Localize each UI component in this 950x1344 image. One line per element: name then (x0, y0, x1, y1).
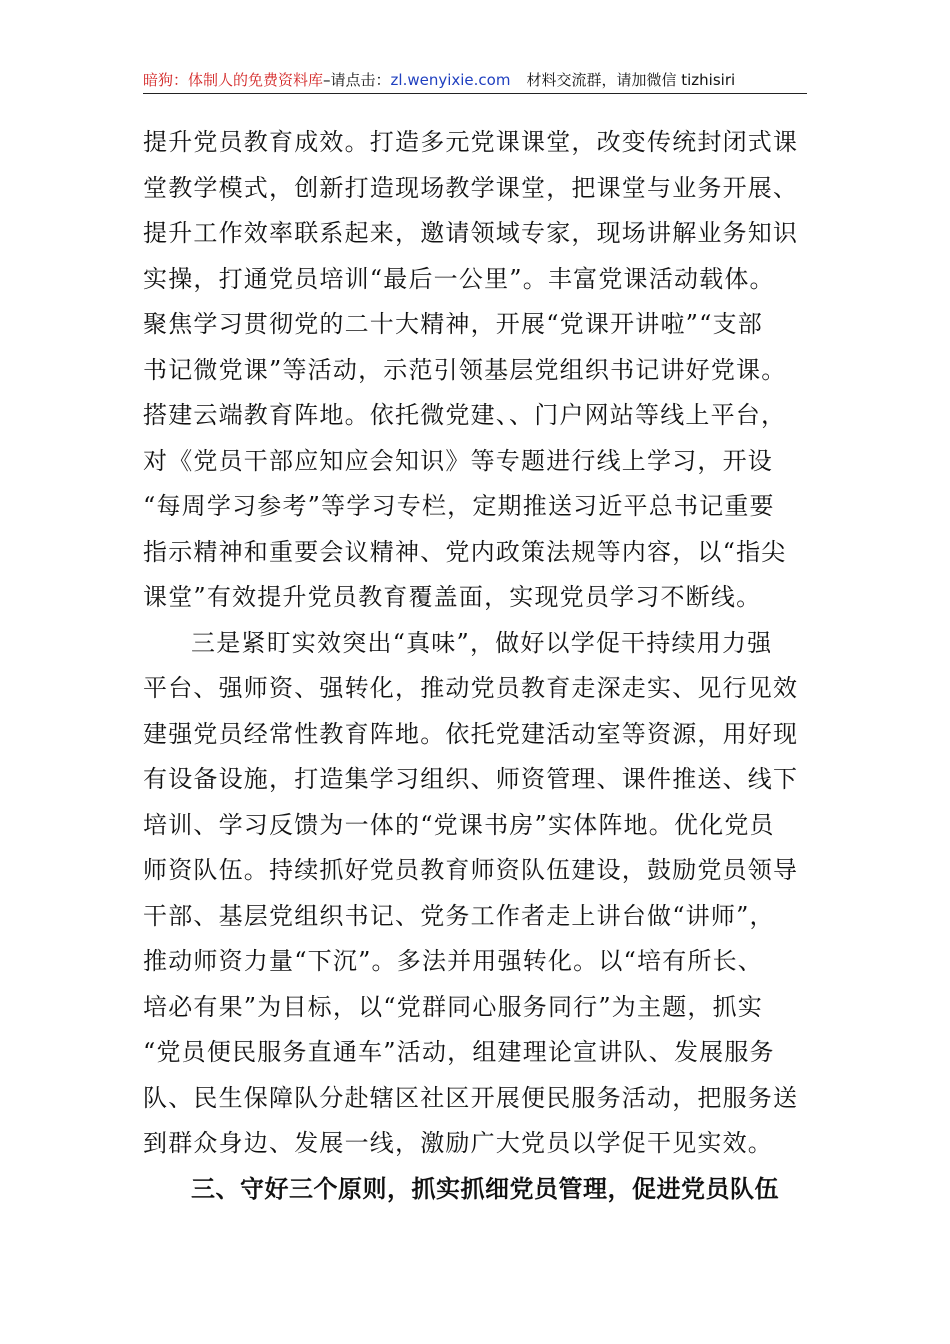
paragraph-line: 干部、基层党组织书记、党务工作者走上讲台做“讲师”， (143, 901, 775, 930)
paragraph-line: 队、民生保障队分赴辖区社区开展便民服务活动，把服务送 (143, 1083, 799, 1112)
paragraph-line: 书记微党课”等活动，示范引领基层党组织书记讲好党课。 (143, 355, 787, 384)
document-header (143, 66, 807, 94)
paragraph-line: 推动师资力量“下沉”。多法并用强转化。以“培有所长、 (143, 947, 764, 975)
paragraph-line: 对《党员干部应知应会知识》等专题进行线上学习，开设 (143, 446, 773, 475)
section-heading: 三、守好三个原则，抓实抓细党员管理，促进党员队伍 (191, 1174, 779, 1203)
header-link[interactable]: zl.wenyixie.com (390, 71, 511, 89)
header-contact: 材料交流群，请加微信 tizhisiri (526, 71, 736, 89)
paragraph-line: 到群众身边、发展一线，激励广大党员以学促干见实效。 (143, 1129, 773, 1157)
document-body (143, 120, 807, 1212)
paragraph-line: 课堂”有效提升党员教育覆盖面，实现党员学习不断线。 (143, 583, 762, 611)
paragraph-line: 培必有果”为目标，以“党群同心服务同行”为主题，抓实 (143, 992, 764, 1021)
header-divider (143, 93, 807, 94)
paragraph-line: 堂教学模式，创新打造现场教学课堂，把课堂与业务开展、 (143, 173, 799, 202)
paragraph-line: “党员便民服务直通车”活动，组建理论宣讲队、发展服务 (143, 1038, 775, 1066)
paragraph-line: 聚焦学习贯彻党的二十大精神，开展“党课开讲啦”“支部 (143, 310, 764, 338)
paragraph-line: 平台、强师资、强转化，推动党员教育走深走实、见行见效 (143, 674, 799, 702)
paragraph-line: 有设备设施，打造集学习组织、师资管理、课件推送、线下 (143, 765, 799, 793)
paragraph-line: 提升工作效率联系起来，邀请领域专家，现场讲解业务知识 (143, 219, 799, 247)
paragraph-line: 实操，打通党员培训“最后一公里”。丰富党课活动载体。 (143, 264, 775, 293)
header-prompt: –请点击： (323, 71, 391, 89)
paragraph-line: 三是紧盯实效突出“真味”，做好以学促干持续用力强 (191, 628, 773, 657)
paragraph-line: 指示精神和重要会议精神、党内政策法规等内容，以“指尖 (143, 537, 787, 566)
paragraph-line: 建强党员经常性教育阵地。依托党建活动室等资源，用好现 (143, 719, 799, 748)
paragraph-line: 提升党员教育成效。打造多元党课课堂，改变传统封闭式课 (143, 128, 799, 156)
paragraph-line: 师资队伍。持续抓好党员教育师资队伍建设，鼓励党员领导 (143, 856, 799, 884)
header-brand: 暗狗：体制人的免费资料库 (143, 71, 324, 89)
paragraph-line: “每周学习参考”等学习专栏，定期推送习近平总书记重要 (143, 492, 775, 520)
paragraph-line: 培训、学习反馈为一体的“党课书房”实体阵地。优化党员 (143, 810, 775, 839)
paragraph-line: 搭建云端教育阵地。依托微党建、、门户网站等线上平台， (143, 401, 787, 429)
